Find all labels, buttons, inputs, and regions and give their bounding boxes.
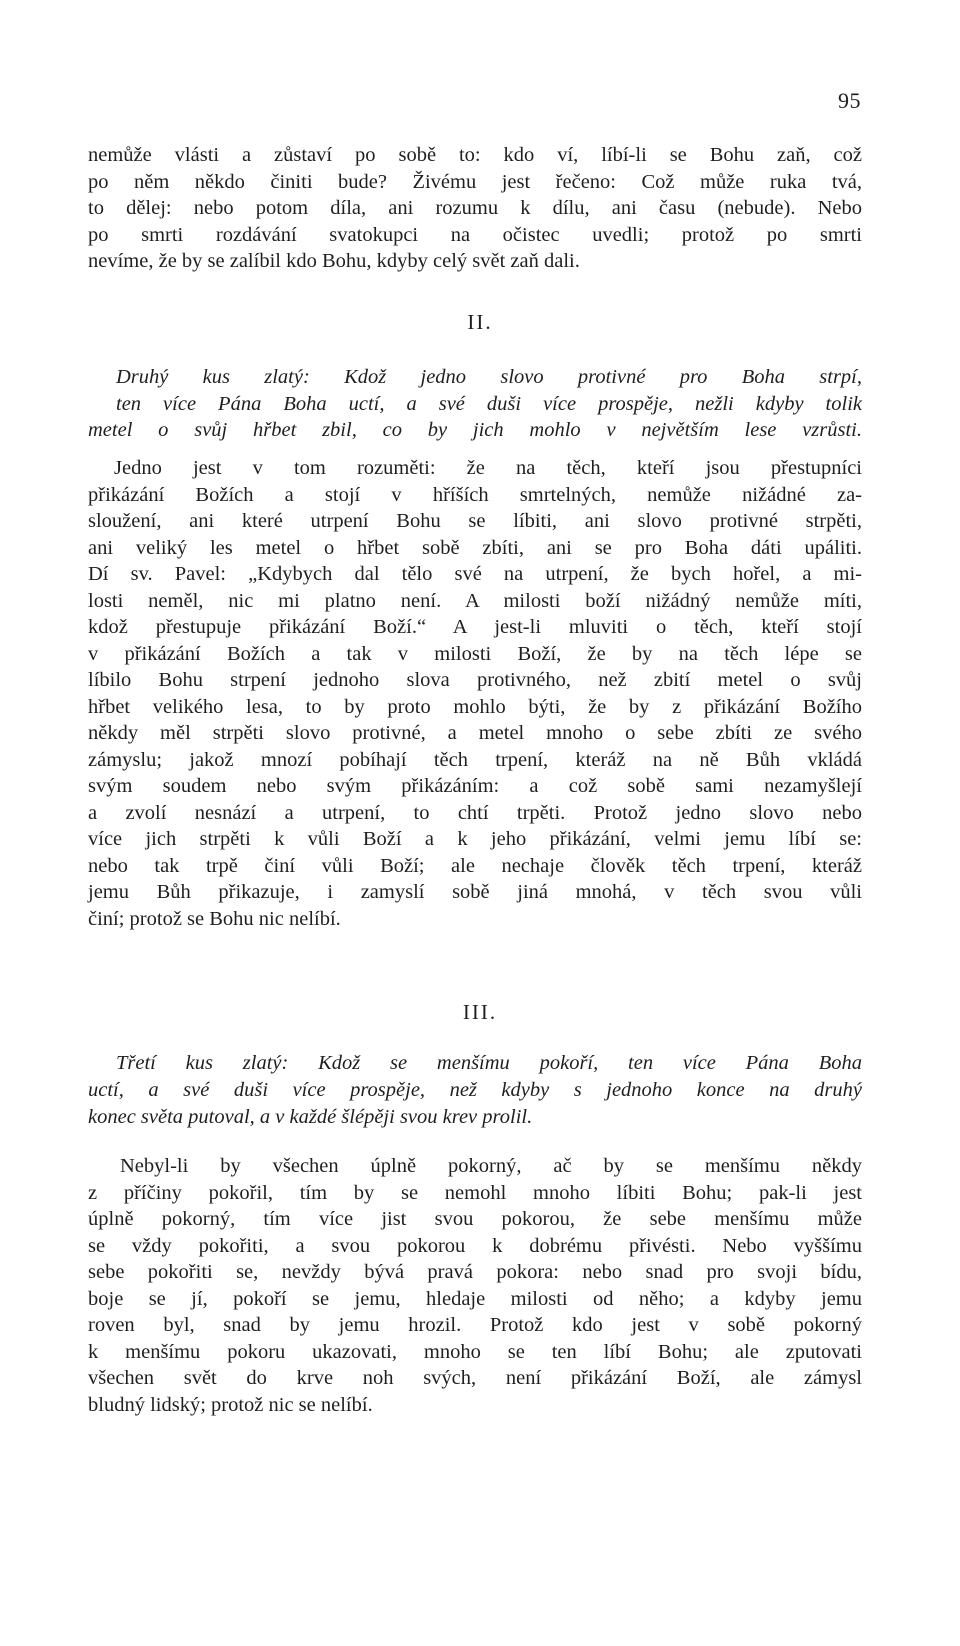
text-line: to dělej: nebo potom díla, ani rozumu k dílu, ani času (nebude). Nebo bbox=[88, 197, 862, 219]
title-line: Třetí kus zlatý: Kdož se menšímu pokoří, ten více Pána Boha bbox=[116, 1052, 862, 1074]
text-line: líbilo Bohu strpení jednoho slova protivného, než zbití metel o svůj bbox=[88, 669, 862, 691]
text-line: svým soudem nebo svým přikázáním: a což sobě sami nezamyšlejí bbox=[88, 775, 862, 797]
section-heading-2: II. bbox=[467, 310, 493, 334]
text-line: úplně pokorný, tím více jist svou pokorou, že sebe menšímu může bbox=[88, 1208, 862, 1230]
text-line: zámyslu; jakož mnozí pobíhají těch trpení, kteráž na ně Bůh vkládá bbox=[88, 748, 862, 771]
text-line: v přikázání Božích a tak v milosti Boží, že by na těch lépe se bbox=[88, 642, 862, 665]
text-line: po smrti rozdávání svatokupci na očistec uvedli; protož po smrti bbox=[88, 223, 862, 246]
section-2-title bbox=[116, 364, 862, 417]
text-line: někdy měl strpěti slovo protivné, a metel mnoho o sebe zbíti ze svého bbox=[88, 722, 862, 744]
title-line: konec světa putoval, a v každé šlépěji svou krev prolil. bbox=[88, 1105, 533, 1128]
text-line: Nebyl-li by všechen úplně pokorný, ač by se menšímu někdy bbox=[120, 1155, 862, 1177]
title-line: ten více Pána Boha uctí, a své duši více prospěje, nežli kdyby tolik bbox=[116, 392, 862, 415]
text-line: po něm někdo činiti bude? Živému jest řečeno: Což může ruka tvá, bbox=[88, 170, 862, 193]
section-heading-3: III. bbox=[462, 1000, 498, 1024]
text-line: více jich strpěti k vůli Boží a k jeho přikázání, velmi jemu líbí se: bbox=[88, 828, 862, 850]
section-2-body bbox=[88, 455, 862, 932]
section-3-body bbox=[88, 1153, 862, 1418]
title-line: uctí, a své duši více prospěje, než kdyby s jednoho konce na druhý bbox=[88, 1079, 862, 1101]
text-line: všechen svět do krve noh svých, není přikázání Boží, ale zámysl bbox=[88, 1367, 862, 1389]
title-line: metel o svůj hřbet zbil, co by jich mohlo v největším lese vzrůsti. bbox=[88, 419, 862, 441]
title-line: Druhý kus zlatý: Kdož jedno slovo protivné pro Boha strpí, bbox=[116, 366, 862, 388]
section-3-title-cont bbox=[88, 1077, 862, 1130]
text-line: jemu Bůh přikazuje, i zamyslí sobě jiná mnohá, v těch svou vůli bbox=[88, 881, 862, 903]
text-line: činí; protož se Bohu nic nelíbí. bbox=[88, 907, 341, 930]
text-line: roven byl, snad by jemu hrozil. Protož kdo jest v sobě pokorný bbox=[88, 1314, 862, 1336]
text-line: se vždy pokořiti, a svou pokorou k dobrému přivésti. Nebo vyššímu bbox=[88, 1234, 862, 1257]
text-line: k menšímu pokoru ukazovati, mnoho se ten líbí Bohu; ale zputovati bbox=[88, 1340, 862, 1363]
opening-paragraph bbox=[88, 142, 862, 275]
text-line: ani veliký les metel o hřbet sobě zbíti, ani se pro Boha dáti upáliti. bbox=[88, 536, 862, 559]
text-line: nemůže vlásti a zůstaví po sobě to: kdo ví, líbí-li se Bohu zaň, což bbox=[88, 144, 862, 166]
text-line: sebe pokořiti se, nevždy bývá pravá pokora: nebo snad pro svoji bídu, bbox=[88, 1261, 862, 1283]
text-line: sloužení, ani které utrpení Bohu se líbiti, ani slovo protivné strpěti, bbox=[88, 510, 862, 532]
text-line: hřbet velikého lesa, to by proto mohlo býti, že by z přikázání Božího bbox=[88, 695, 862, 718]
text-line: kdož přestupuje přikázání Boží.“ A jest-li mluviti o těch, kteří stojí bbox=[88, 616, 862, 638]
section-3-title bbox=[116, 1050, 862, 1077]
text-line: losti neměl, nic mi platno není. A milosti boží nižádný nemůže míti, bbox=[88, 589, 862, 612]
text-line: bludný lidský; protož nic se nelíbí. bbox=[88, 1393, 373, 1416]
text-line: z příčiny pokořil, tím by se nemohl mnoho líbiti Bohu; pak-li jest bbox=[88, 1181, 862, 1204]
section-2-title-end bbox=[88, 417, 862, 444]
text-line: Dí sv. Pavel: „Kdybych dal tělo své na utrpení, že bych hořel, a mi- bbox=[88, 563, 862, 585]
text-line: a zvolí nesnází a utrpení, to chtí trpěti. Protož jedno slovo nebo bbox=[88, 801, 862, 824]
text-line: Jedno jest v tom rozuměti: že na těch, kteří jsou přestupníci bbox=[114, 457, 862, 479]
page-number: 95 bbox=[838, 88, 861, 113]
text-line: nebo tak trpě činí vůli Boží; ale nechaje člověk těch trpení, kteráž bbox=[88, 854, 862, 877]
text-line: nevíme, že by se zalíbil kdo Bohu, kdyby celý svět zaň dali. bbox=[88, 250, 580, 272]
text-line: boje se jí, pokoří se jemu, hledaje milosti od něho; a kdyby jemu bbox=[88, 1287, 862, 1310]
text-line: přikázání Božích a stojí v hříších smrtelných, nemůže nižádné za- bbox=[88, 483, 862, 506]
